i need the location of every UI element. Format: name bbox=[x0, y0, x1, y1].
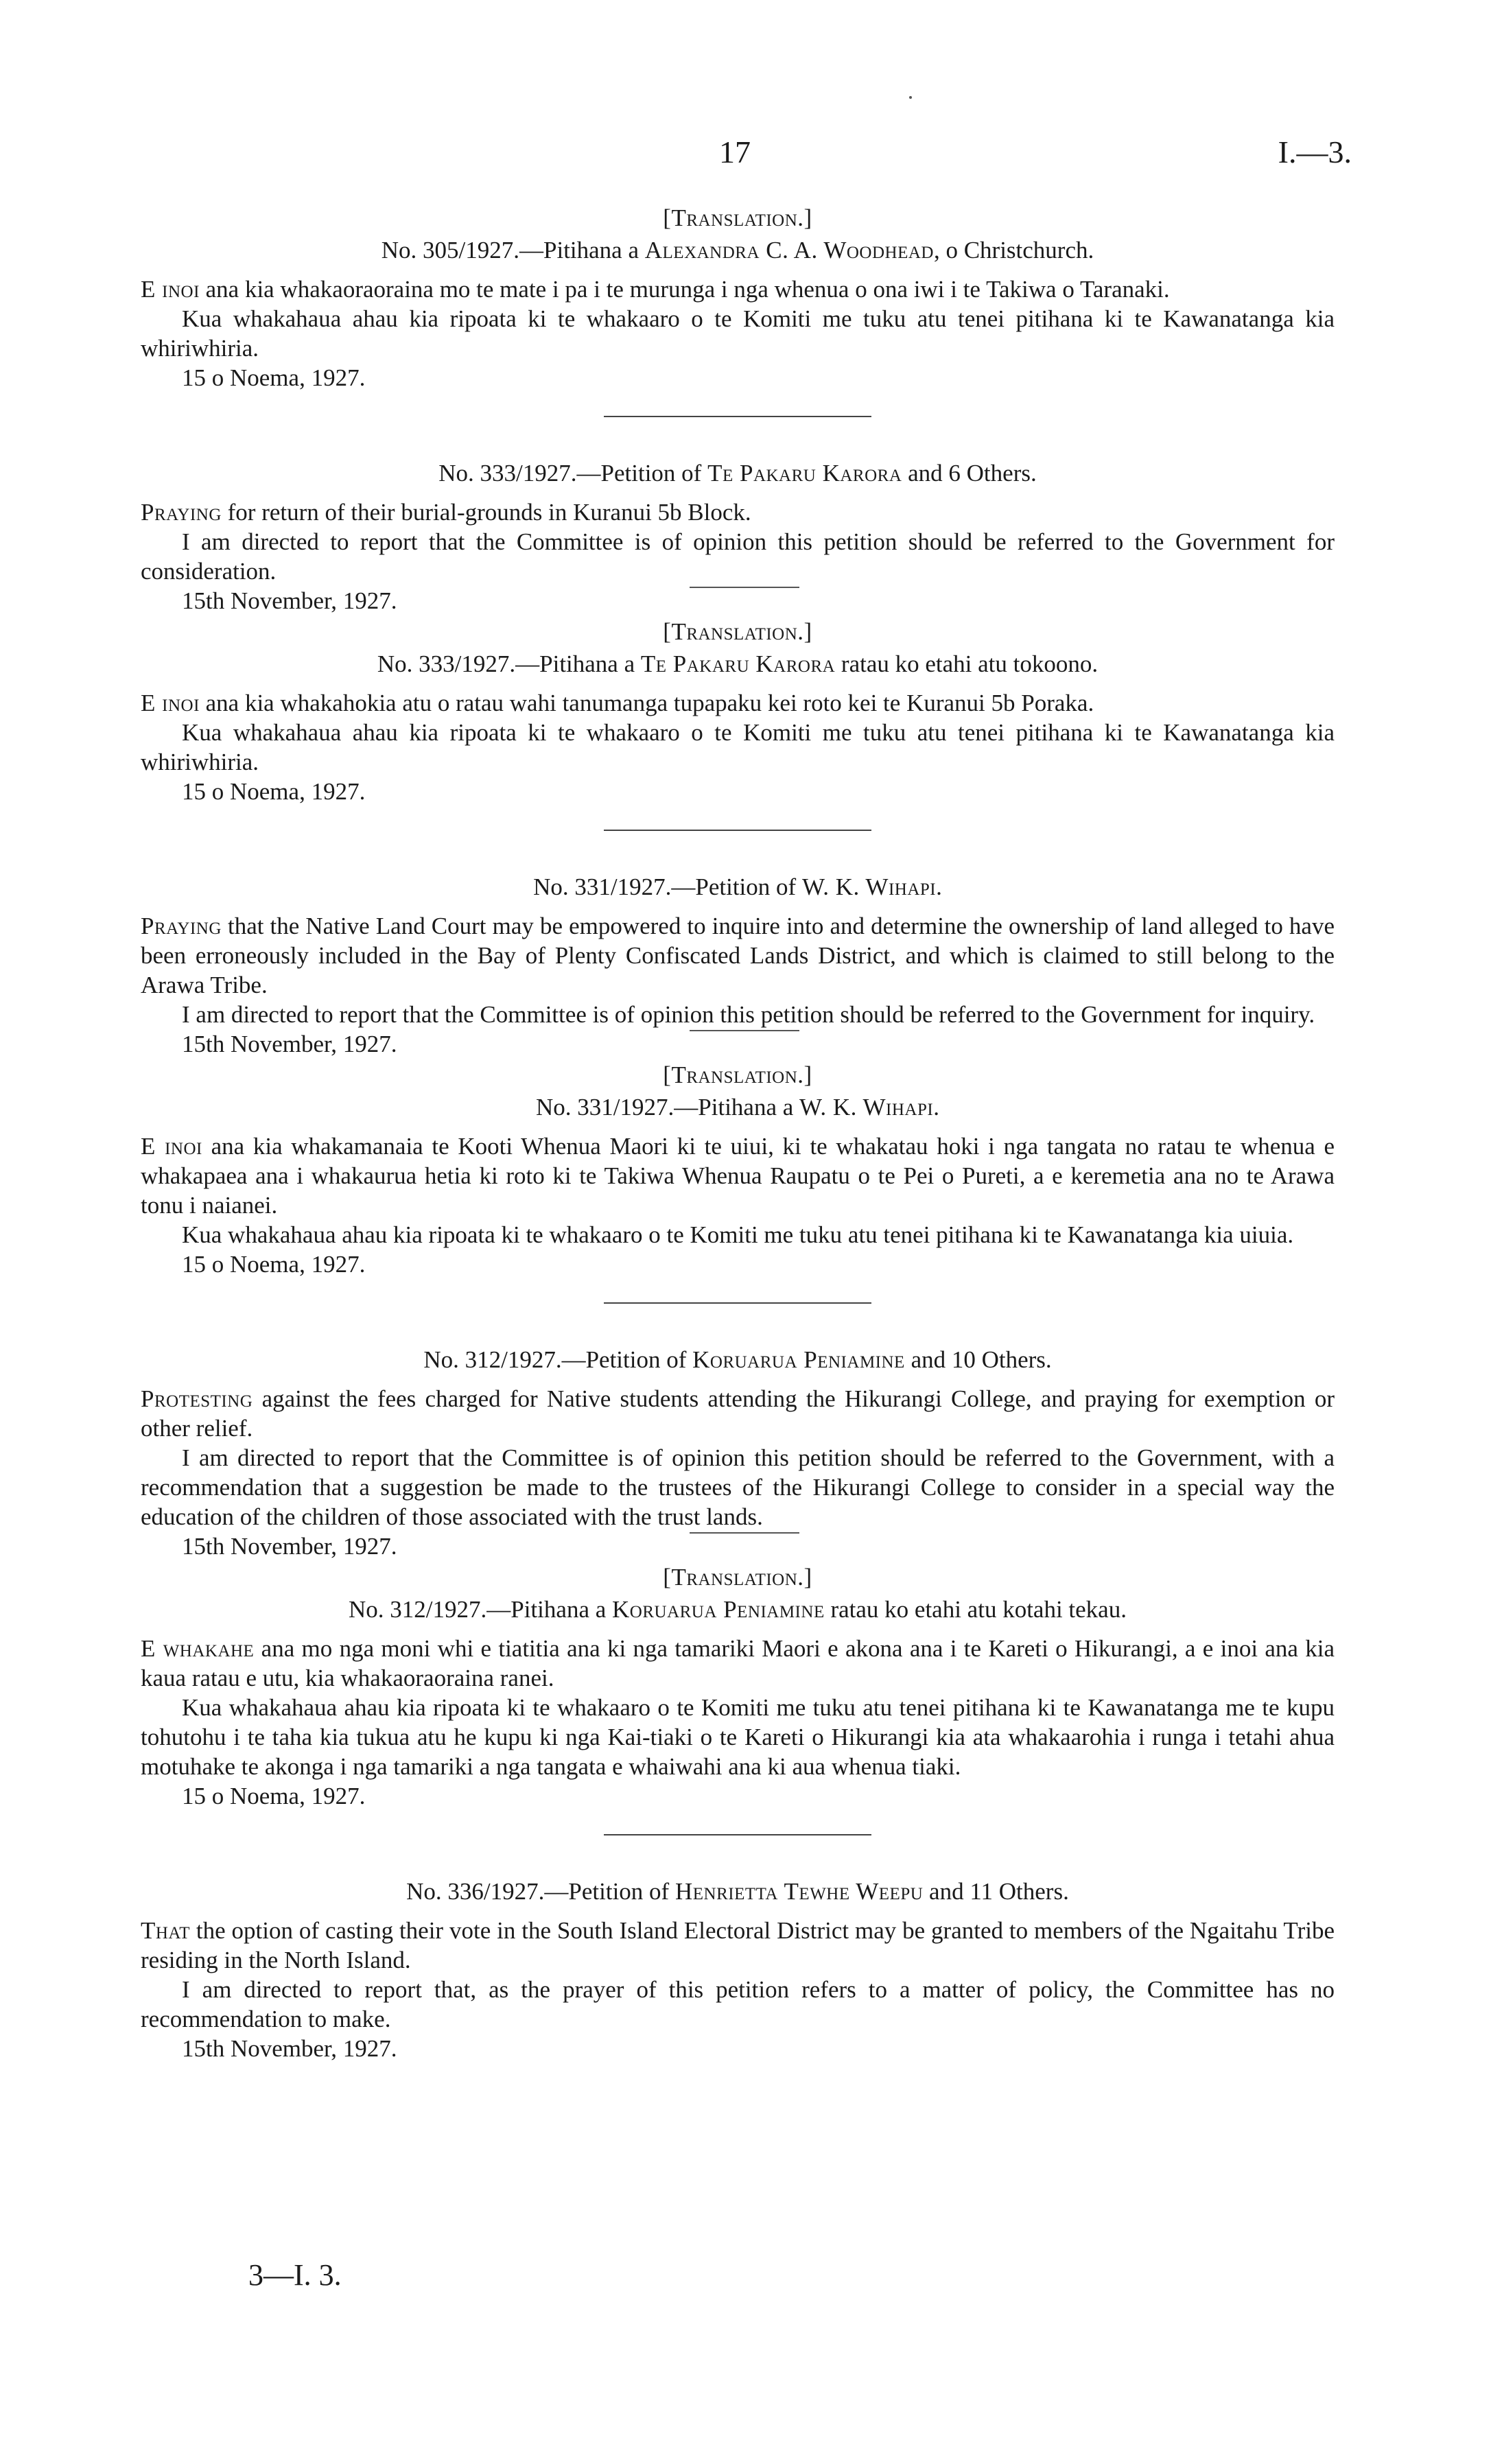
petition-section bbox=[141, 1345, 1335, 1560]
petition-date: 15th November, 1927. bbox=[182, 1533, 397, 1560]
title-suffix: . bbox=[936, 873, 942, 900]
petition-date: 15 o Noema, 1927. bbox=[182, 1251, 366, 1278]
petition-date: 15 o Noema, 1927. bbox=[182, 364, 366, 391]
translation-divider bbox=[690, 587, 799, 588]
petition-date: 15 o Noema, 1927. bbox=[182, 778, 366, 805]
committee-directive: Kua whakahaua ahau kia ripoata ki te whakaaro o te Komiti me tuku atu tenei pitihana ki te Kawanatanga kia uiuia. bbox=[182, 1221, 1294, 1248]
committee-directive: Kua whakahaua ahau kia ripoata ki te whakaaro o te Komiti me tuku atu tenei pitihana ki te Kawanatanga me te kupu tohutohu i te taha kia tukua atu he kupu ki nga Kai-tiaki o te Kareti o Hikurangi kia ata whakaarohia i runga i tetahi ahua motuhake te akonga i nga tamariki a nga tangata e whaiwahi ana ki aua whenua tiaki. bbox=[141, 1694, 1335, 1780]
petition-title bbox=[141, 1877, 1335, 1906]
committee-directive: I am directed to report that the Committee is of opinion this petition should be referred to the Government for consideration. bbox=[141, 528, 1335, 585]
committee-directive: Kua whakahaua ahau kia ripoata ki te whakaaro o te Komiti me tuku atu tenei pitihana ki te Kawanatanga kia whiriwhiria. bbox=[141, 305, 1335, 362]
body-text: against the fees charged for Native students attending the Hikurangi College, and praying for exemption or other relief. bbox=[141, 1385, 1335, 1442]
title-suffix: , o Christchurch. bbox=[933, 237, 1094, 263]
page-reference: I.—3. bbox=[1278, 134, 1352, 169]
petition-title bbox=[141, 1092, 1335, 1122]
lead-word: E inoi bbox=[141, 1133, 202, 1160]
body-text: that the Native Land Court may be empowered to inquire into and determine the ownership of land alleged to have been erroneously included in the Bay of Plenty Confiscated Lands District, and which is claimed to still belong to the Arawa Tribe. bbox=[141, 913, 1335, 998]
petition-title bbox=[141, 1595, 1335, 1624]
petitioner-name: Henrietta Tewhe Weepu bbox=[674, 1878, 924, 1905]
title-prefix: No. 331/1927.—Pitihana a bbox=[536, 1094, 800, 1120]
body-text: for return of their burial-grounds in Kuranui 5b Block. bbox=[221, 499, 751, 526]
petition-section bbox=[141, 1877, 1335, 2063]
body-text: ana kia whakamanaia te Kooti Whenua Maori ki te uiui, ki te whakatau hoki i nga tangata no ratau te whenua e whakapaea ana i whakaurua hetia ki roto ki te Takiwa Whenua Raupatu o te Pei o Pureti, a e keremetia ana no te Arawa tonu i naianei. bbox=[141, 1133, 1335, 1219]
title-suffix: and 10 Others. bbox=[904, 1346, 1052, 1373]
page-header bbox=[0, 134, 1491, 175]
title-suffix: ratau ko etahi atu tokoono. bbox=[835, 650, 1099, 677]
petitioner-name: W. K. Wihapi bbox=[799, 1094, 934, 1120]
petition-title bbox=[141, 235, 1335, 265]
petition-section bbox=[141, 1060, 1335, 1279]
title-prefix: No. 312/1927.—Pitihana a bbox=[349, 1596, 613, 1623]
petitioner-name: W. K. Wihapi bbox=[801, 873, 937, 900]
lead-word: Protesting bbox=[141, 1385, 253, 1412]
title-prefix: No. 333/1927.—Pitihana a bbox=[377, 650, 641, 677]
translation-label: [Translation.] bbox=[663, 1564, 812, 1591]
petitioner-name: Te Pakaru Karora bbox=[640, 650, 836, 677]
petition-body bbox=[141, 1384, 1335, 1443]
petition-section bbox=[141, 458, 1335, 614]
print-speck bbox=[909, 96, 912, 99]
committee-directive: I am directed to report that the Committee is of opinion this petition should be referred to the Government for inquiry. bbox=[182, 1001, 1315, 1028]
petition-body bbox=[141, 688, 1335, 718]
body-text: the option of casting their vote in the South Island Electoral District may be granted to members of the Ngaitahu Tribe residing in the North Island. bbox=[141, 1917, 1335, 1973]
section-divider bbox=[604, 416, 871, 417]
title-prefix: No. 305/1927.—Pitihana a bbox=[381, 237, 645, 263]
petition-section bbox=[141, 617, 1335, 806]
lead-word: E inoi bbox=[141, 690, 200, 716]
lead-word: That bbox=[141, 1917, 190, 1944]
petition-body bbox=[141, 911, 1335, 1000]
committee-directive: Kua whakahaua ahau kia ripoata ki te whakaaro o te Komiti me tuku atu tenei pitihana ki te Kawanatanga kia whiriwhiria. bbox=[141, 719, 1335, 775]
section-divider bbox=[604, 1834, 871, 1835]
lead-word: Praying bbox=[141, 499, 222, 526]
petition-body bbox=[141, 1131, 1335, 1220]
translation-label: [Translation.] bbox=[663, 618, 812, 645]
petitioner-name: Koruarua Peniamine bbox=[612, 1596, 825, 1623]
body-text: ana kia whakahokia atu o ratau wahi tanumanga tupapaku kei roto kei te Kuranui 5b Poraka. bbox=[199, 690, 1094, 716]
petitioner-name: Alexandra C. A. Woodhead bbox=[644, 237, 934, 263]
petition-title bbox=[141, 649, 1335, 679]
translation-label: [Translation.] bbox=[663, 204, 812, 231]
signature-mark: 3—I. 3. bbox=[248, 2258, 342, 2292]
committee-directive: I am directed to report that, as the prayer of this petition refers to a matter of policy, the Committee has no recommendation to make. bbox=[141, 1976, 1335, 2032]
petition-date: 15 o Noema, 1927. bbox=[182, 1783, 366, 1809]
petition-title bbox=[141, 872, 1335, 902]
petition-date: 15th November, 1927. bbox=[182, 587, 397, 614]
translation-divider bbox=[690, 1532, 799, 1534]
lead-word: Praying bbox=[141, 913, 222, 939]
title-suffix: . bbox=[933, 1094, 939, 1120]
page-content bbox=[141, 184, 1335, 2063]
translation-label: [Translation.] bbox=[663, 1061, 812, 1088]
petition-section bbox=[141, 203, 1335, 392]
petition-body bbox=[141, 274, 1335, 304]
title-prefix: No. 312/1927.—Petition of bbox=[423, 1346, 693, 1373]
section-divider bbox=[604, 1302, 871, 1304]
title-prefix: No. 331/1927.—Petition of bbox=[533, 873, 802, 900]
petition-title bbox=[141, 1345, 1335, 1374]
petition-body bbox=[141, 1634, 1335, 1693]
lead-word: E whakahe bbox=[141, 1635, 255, 1662]
body-text: ana kia whakaoraoraina mo te mate i pa i te murunga i nga whenua o ona iwi i te Takiwa o Taranaki. bbox=[199, 276, 1170, 303]
body-text: ana mo nga moni whi e tiatitia ana ki nga tamariki Maori e akona ana i te Kareti o Hikurangi, a e inoi ana kia kaua ratau e utu, kia whakaoraoraina ranei. bbox=[141, 1635, 1335, 1691]
title-suffix: and 11 Others. bbox=[923, 1878, 1069, 1905]
title-suffix: ratau ko etahi atu kotahi tekau. bbox=[824, 1596, 1127, 1623]
section-divider bbox=[604, 830, 871, 831]
page-number: 17 bbox=[719, 134, 751, 169]
petition-section bbox=[141, 1562, 1335, 1811]
translation-divider bbox=[690, 1030, 799, 1031]
petition-title bbox=[141, 458, 1335, 488]
committee-directive: I am directed to report that the Committee is of opinion this petition should be referred to the Government, with a recommendation that a suggestion be made to the trustees of the Hikurangi College to consider in a special way the education of the children of those associated with the trust lands. bbox=[141, 1444, 1335, 1530]
petition-section bbox=[141, 872, 1335, 1057]
petition-date: 15th November, 1927. bbox=[182, 2035, 397, 2062]
petitioner-name: Koruarua Peniamine bbox=[692, 1346, 905, 1373]
title-prefix: No. 333/1927.—Petition of bbox=[438, 460, 708, 486]
petition-body bbox=[141, 497, 1335, 527]
lead-word: E inoi bbox=[141, 276, 200, 303]
petition-date: 15th November, 1927. bbox=[182, 1031, 397, 1057]
title-suffix: and 6 Others. bbox=[902, 460, 1037, 486]
title-prefix: No. 336/1927.—Petition of bbox=[406, 1878, 675, 1905]
petition-body bbox=[141, 1916, 1335, 1975]
petitioner-name: Te Pakaru Karora bbox=[707, 460, 902, 486]
